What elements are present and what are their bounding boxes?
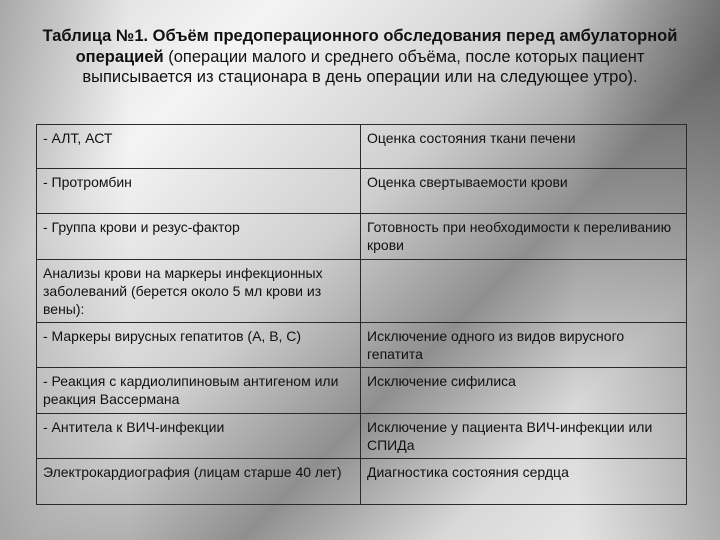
table-cell-purpose: [361, 260, 687, 323]
page-title: [40, 26, 680, 88]
table-cell-purpose: Оценка состояния ткани печени: [361, 125, 687, 169]
table-row: [37, 125, 687, 169]
table-row: [37, 414, 687, 459]
table-cell-purpose: Диагностика состояния сердца: [361, 459, 687, 505]
table-cell-test: Электрокардиография (лицам старше 40 лет): [37, 459, 361, 505]
title-normal: (операции малого и среднего объёма, после которых пациент выписывается из стационара в день операции или на следующее утро).: [82, 47, 645, 86]
table-cell-purpose: Оценка свертываемости крови: [361, 169, 687, 214]
table-cell-test: Анализы крови на маркеры инфекционных заболеваний (берется около 5 мл крови из вены):: [37, 260, 361, 323]
table-cell-purpose: Исключение у пациента ВИЧ-инфекции или СПИДа: [361, 414, 687, 459]
table-cell-test: - Антитела к ВИЧ-инфекции: [37, 414, 361, 459]
table-cell-test: - Маркеры вирусных гепатитов (А, В, С): [37, 323, 361, 368]
table-row: [37, 459, 687, 505]
table-row: [37, 169, 687, 214]
title-bold: Таблица №1. Объём предоперационного обследования перед амбулаторной операцией: [42, 27, 678, 66]
table-cell-purpose: Исключение одного из видов вирусного гепатита: [361, 323, 687, 368]
table-row: [37, 260, 687, 323]
table-row: [37, 368, 687, 414]
table-cell-test: - Реакция с кардиолипиновым антигеном или реакция Вассермана: [37, 368, 361, 414]
table-cell-test: - АЛТ, АСТ: [37, 125, 361, 169]
table-cell-purpose: Готовность при необходимости к переливанию крови: [361, 214, 687, 260]
table-row: [37, 323, 687, 368]
table-cell-purpose: Исключение сифилиса: [361, 368, 687, 414]
examination-table: [36, 124, 687, 505]
table-cell-test: - Протромбин: [37, 169, 361, 214]
table-cell-test: - Группа крови и резус-фактор: [37, 214, 361, 260]
table-row: [37, 214, 687, 260]
